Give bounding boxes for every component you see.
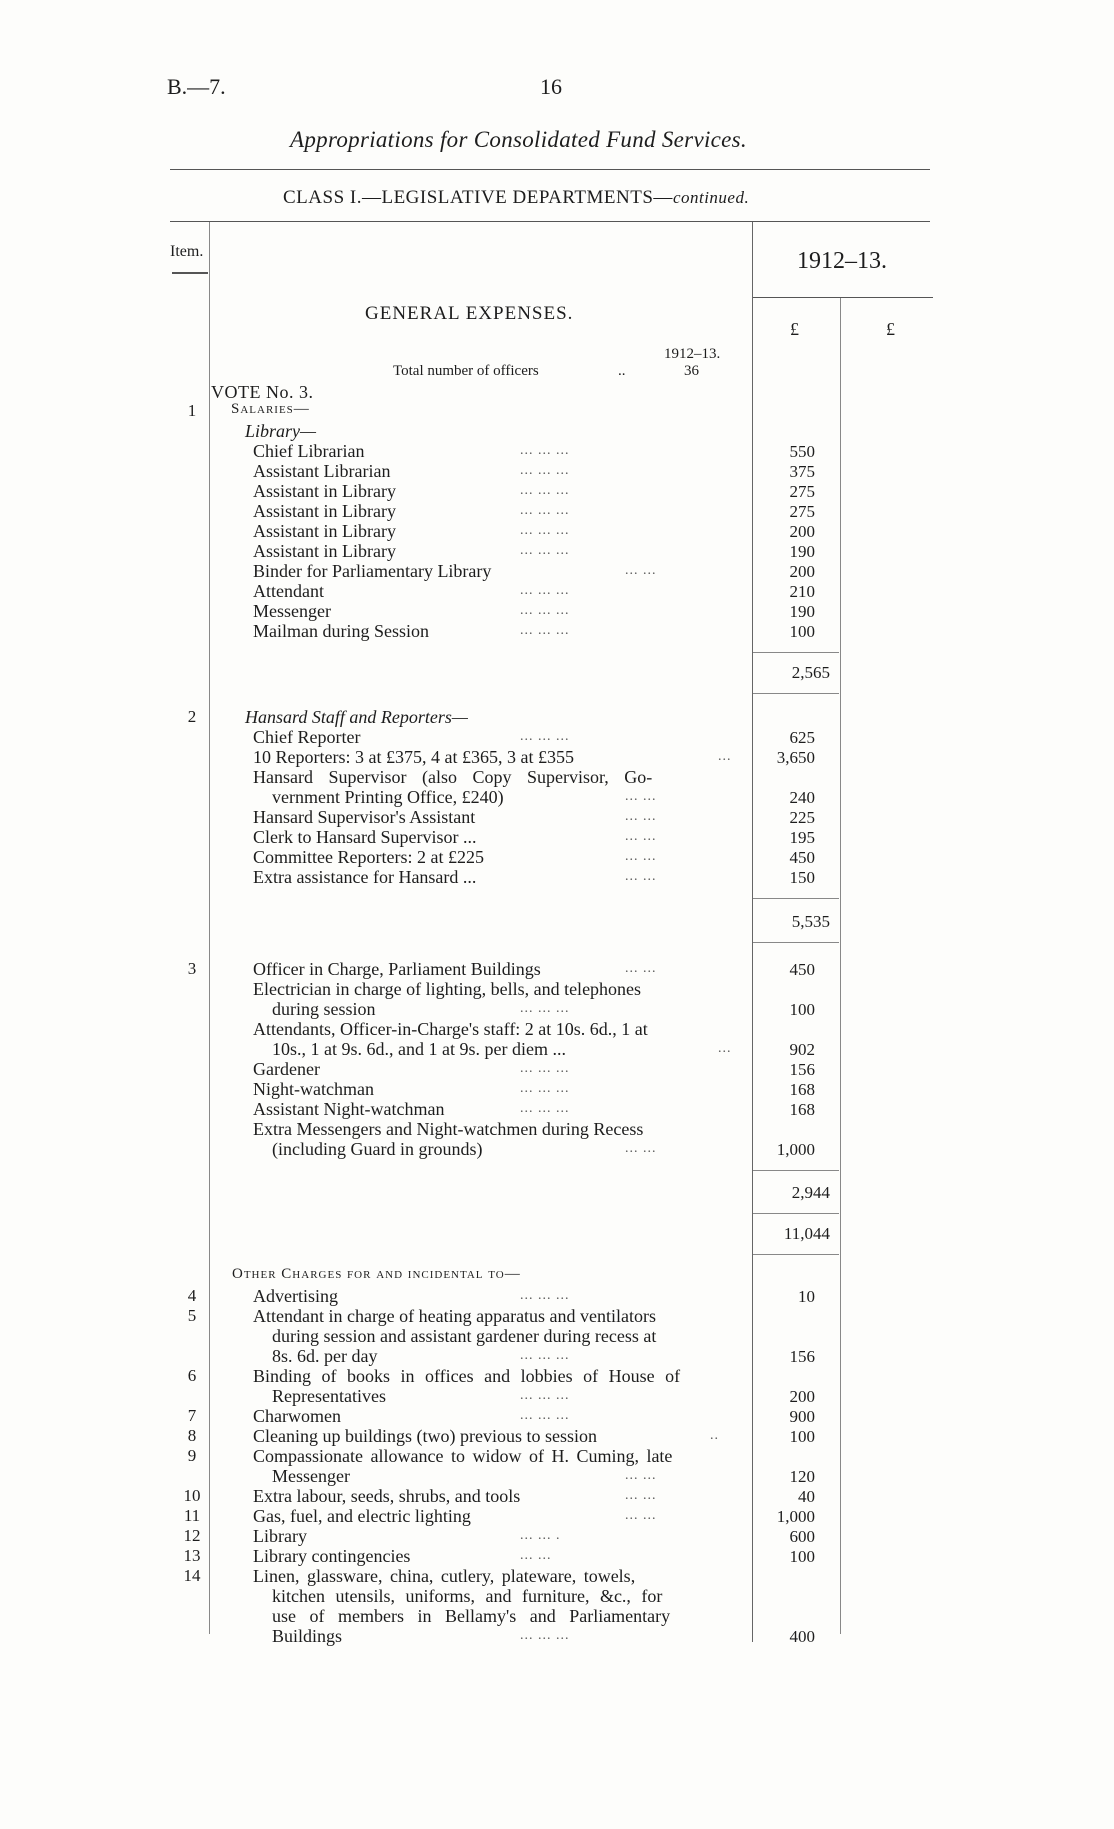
list-item-amount: 1,000 xyxy=(776,1507,815,1526)
list-item-label: Extra Messengers and Night-watchmen during Recess xyxy=(253,1119,644,1139)
list-item-label: Extra assistance for Hansard ... xyxy=(253,867,477,887)
list-item-label-cont: Buildings xyxy=(272,1626,343,1646)
leader-dots: ... ... ... xyxy=(520,1408,570,1423)
list-item-amount: 156 xyxy=(789,1060,815,1079)
officers-dots: .. xyxy=(618,363,626,379)
subtotal-rule xyxy=(753,693,839,694)
list-item-label-cont: use of members in Bellamy's and Parliamentary xyxy=(272,1606,671,1626)
list-item-label: Library xyxy=(253,1526,307,1546)
list-item-label: Hansard Supervisor's Assistant xyxy=(253,807,476,827)
item-column-divider xyxy=(209,222,210,1634)
leader-dots: ... ... ... xyxy=(520,443,570,458)
list-item-label: Library contingencies xyxy=(253,1546,411,1566)
leader-dots: ... ... xyxy=(625,961,657,976)
list-item-amount: 1,000 xyxy=(776,1140,815,1159)
list-item-amount: 450 xyxy=(789,960,815,979)
list-item-amount: 195 xyxy=(789,828,815,847)
leader-dots: ... ... ... xyxy=(520,503,570,518)
item-number: 2 xyxy=(187,707,197,726)
leader-dots: ... ... . xyxy=(520,1528,561,1543)
list-item-amount: 900 xyxy=(789,1407,815,1426)
list-item-label: Charwomen xyxy=(253,1406,341,1426)
list-item-label: Attendants, Officer-in-Charge's staff: 2 at 10s. 6d., 1 at xyxy=(253,1019,648,1039)
list-item-amount: 156 xyxy=(789,1347,815,1366)
list-item-amount: 100 xyxy=(789,1547,815,1566)
item-number: 1 xyxy=(187,401,197,420)
list-item-label: Assistant in Library xyxy=(253,521,396,541)
list-item-amount: 120 xyxy=(789,1467,815,1486)
item-number: 11 xyxy=(183,1506,201,1525)
list-item-label: Hansard Supervisor (also Copy Supervisor, Go- xyxy=(253,767,653,787)
year-header-rule xyxy=(753,297,933,298)
list-item-label: Attendant in charge of heating apparatus and ventilators xyxy=(253,1306,657,1326)
list-item-label: Clerk to Hansard Supervisor ... xyxy=(253,827,477,847)
leader-dots: ... ... xyxy=(625,563,657,578)
list-item-amount: 375 xyxy=(789,462,815,481)
page-title: Appropriations for Consolidated Fund Services. xyxy=(290,127,747,152)
list-item-label: Chief Reporter xyxy=(253,727,361,747)
list-item-amount: 275 xyxy=(789,482,815,501)
year-column-header: 1912–13. xyxy=(797,248,887,274)
subtotal-rule xyxy=(753,1213,839,1214)
leader-dots: ... ... ... xyxy=(520,603,570,618)
buildings-subtotal: 2,944 xyxy=(791,1183,830,1202)
leader-dots: ... ... ... xyxy=(520,623,570,638)
list-item-label: Assistant Librarian xyxy=(253,461,391,481)
list-item-amount: 400 xyxy=(789,1627,815,1646)
subtotal-column-divider xyxy=(840,298,841,1634)
item-number: 14 xyxy=(183,1566,201,1585)
list-item-label: 10 Reporters: 3 at £375, 4 at £365, 3 at £355 xyxy=(253,747,574,767)
list-item-label: Linen, glassware, china, cutlery, plateware, towels, xyxy=(253,1566,636,1586)
subtotal-rule xyxy=(753,942,839,943)
list-item-label: Binding of books in offices and lobbies of House of xyxy=(253,1366,681,1386)
officers-year: 1912–13. xyxy=(664,346,721,362)
list-item-label-cont: during session xyxy=(272,999,376,1019)
list-item-amount: 902 xyxy=(789,1040,815,1059)
list-item-amount: 450 xyxy=(789,848,815,867)
leader-dots: ... ... ... xyxy=(520,463,570,478)
salaries-heading: Salaries— xyxy=(231,401,310,417)
leader-dots: ... xyxy=(718,749,732,764)
item-number: 9 xyxy=(187,1446,197,1465)
list-item-amount: 210 xyxy=(789,582,815,601)
item-number: 8 xyxy=(187,1426,197,1445)
list-item-amount: 275 xyxy=(789,502,815,521)
list-item-amount: 550 xyxy=(789,442,815,461)
leader-dots: ... ... ... xyxy=(520,543,570,558)
subtotal-rule xyxy=(753,898,839,899)
list-item-label: Attendant xyxy=(253,581,324,601)
leader-dots: ... ... ... xyxy=(520,1288,570,1303)
list-item-amount: 100 xyxy=(789,622,815,641)
list-item-label-cont: during session and assistant gardener during recess at xyxy=(272,1326,657,1346)
leader-dots: ... ... ... xyxy=(520,1101,570,1116)
list-item-amount: 200 xyxy=(789,522,815,541)
leader-dots: ... xyxy=(718,1041,732,1056)
list-item-label: Compassionate allowance to widow of H. Cuming, late xyxy=(253,1446,673,1466)
list-item-label: Extra labour, seeds, shrubs, and tools xyxy=(253,1486,521,1506)
leader-dots: ... ... ... xyxy=(520,1388,570,1403)
list-item-amount: 10 xyxy=(798,1287,815,1306)
library-heading: Library— xyxy=(245,421,317,441)
salaries-grand-total: 11,044 xyxy=(783,1224,830,1243)
item-number: 10 xyxy=(183,1486,201,1505)
list-item-label: Officer in Charge, Parliament Buildings xyxy=(253,959,541,979)
leader-dots: ... ... xyxy=(625,1488,657,1503)
leader-dots: ... ... xyxy=(520,1548,552,1563)
item-header-underline xyxy=(172,272,208,274)
list-item-amount: 600 xyxy=(789,1527,815,1546)
list-item-amount: 190 xyxy=(789,542,815,561)
leader-dots: ... ... ... xyxy=(520,583,570,598)
list-item-label: Night-watchman xyxy=(253,1079,374,1099)
list-item-label-cont: Representatives xyxy=(272,1386,386,1406)
table-top-rule xyxy=(170,221,930,222)
item-number: 5 xyxy=(187,1306,197,1325)
list-item-amount: 168 xyxy=(789,1100,815,1119)
subtotal-rule xyxy=(753,652,839,653)
list-item-label: Assistant in Library xyxy=(253,541,396,561)
list-item-label: Assistant in Library xyxy=(253,501,396,521)
list-item-label: Binder for Parliamentary Library xyxy=(253,561,492,581)
leader-dots: ... ... ... xyxy=(520,1348,570,1363)
officers-label: Total number of officers xyxy=(393,363,539,379)
leader-dots: ... ... xyxy=(625,1468,657,1483)
list-item-amount: 190 xyxy=(789,602,815,621)
list-item-amount: 225 xyxy=(789,808,815,827)
leader-dots: ... ... xyxy=(625,809,657,824)
leader-dots: ... ... xyxy=(625,849,657,864)
leader-dots: ... ... ... xyxy=(520,729,570,744)
list-item-label: Committee Reporters: 2 at £225 xyxy=(253,847,484,867)
list-item-amount: 100 xyxy=(789,1000,815,1019)
list-item-label-cont: (including Guard in grounds) xyxy=(272,1139,483,1159)
list-item-amount: 100 xyxy=(789,1427,815,1446)
list-item-label: Gas, fuel, and electric lighting xyxy=(253,1506,471,1526)
currency-label-items: £ xyxy=(790,319,799,339)
doc-reference: B.—7. xyxy=(167,74,226,99)
page-number: 16 xyxy=(540,74,562,99)
item-number: 13 xyxy=(183,1546,201,1565)
leader-dots: ... ... ... xyxy=(520,1628,570,1643)
list-item-label: Gardener xyxy=(253,1059,320,1079)
hansard-subtotal: 5,535 xyxy=(791,912,830,931)
list-item-amount: 168 xyxy=(789,1080,815,1099)
leader-dots: ... ... xyxy=(625,1508,657,1523)
other-charges-heading: Other Charges for and incidental to— xyxy=(232,1266,521,1282)
list-item-label: Cleaning up buildings (two) previous to session xyxy=(253,1426,597,1446)
list-item-label-cont: vernment Printing Office, £240) xyxy=(272,787,504,807)
leader-dots: ... ... ... xyxy=(520,523,570,538)
list-item-label: Mailman during Session xyxy=(253,621,429,641)
list-item-label: Assistant Night-watchman xyxy=(253,1099,445,1119)
library-subtotal: 2,565 xyxy=(791,663,830,682)
list-item-amount: 3,650 xyxy=(776,748,815,767)
list-item-amount: 625 xyxy=(789,728,815,747)
title-rule xyxy=(170,169,930,170)
list-item-amount: 200 xyxy=(789,1387,815,1406)
class-heading xyxy=(283,187,749,209)
leader-dots: ... ... xyxy=(625,829,657,844)
list-item-label-cont: 8s. 6d. per day xyxy=(272,1346,378,1366)
vote-number: VOTE No. 3. xyxy=(211,382,314,402)
item-number: 3 xyxy=(187,959,197,978)
list-item-label: Messenger xyxy=(253,601,331,621)
item-number: 4 xyxy=(187,1286,197,1305)
leader-dots: ... ... ... xyxy=(520,1001,570,1016)
class-heading-continued: continued. xyxy=(672,188,750,207)
list-item-amount: 200 xyxy=(789,562,815,581)
class-heading-text: CLASS I.—LEGISLATIVE DEPARTMENTS— xyxy=(283,187,673,208)
list-item-amount: 150 xyxy=(789,868,815,887)
hansard-heading: Hansard Staff and Reporters— xyxy=(245,707,468,727)
item-column-header: Item. xyxy=(170,243,204,260)
currency-label-totals: £ xyxy=(886,319,895,339)
list-item-label-cont: Messenger xyxy=(272,1466,350,1486)
list-item-label: Advertising xyxy=(253,1286,338,1306)
leader-dots: ... ... xyxy=(625,789,657,804)
item-number: 12 xyxy=(183,1526,201,1545)
leader-dots: ... ... ... xyxy=(520,1061,570,1076)
item-number: 7 xyxy=(187,1406,197,1425)
list-item-label: Assistant in Library xyxy=(253,481,396,501)
leader-dots: .. xyxy=(710,1428,719,1443)
list-item-label-cont: kitchen utensils, uniforms, and furniture, &c., for xyxy=(272,1586,663,1606)
item-number: 6 xyxy=(187,1366,197,1385)
general-expenses-heading: GENERAL EXPENSES. xyxy=(365,303,574,324)
leader-dots: ... ... xyxy=(625,1141,657,1156)
subtotal-rule xyxy=(753,1254,839,1255)
leader-dots: ... ... ... xyxy=(520,483,570,498)
list-item-label-cont: 10s., 1 at 9s. 6d., and 1 at 9s. per diem ... xyxy=(272,1039,566,1059)
officers-count: 36 xyxy=(684,363,699,379)
list-item-amount: 40 xyxy=(798,1487,815,1506)
list-item-label: Electrician in charge of lighting, bells, and telephones xyxy=(253,979,642,999)
list-item-label: Chief Librarian xyxy=(253,441,365,461)
subtotal-rule xyxy=(753,1170,839,1171)
list-item-amount: 240 xyxy=(789,788,815,807)
leader-dots: ... ... ... xyxy=(520,1081,570,1096)
leader-dots: ... ... xyxy=(625,869,657,884)
